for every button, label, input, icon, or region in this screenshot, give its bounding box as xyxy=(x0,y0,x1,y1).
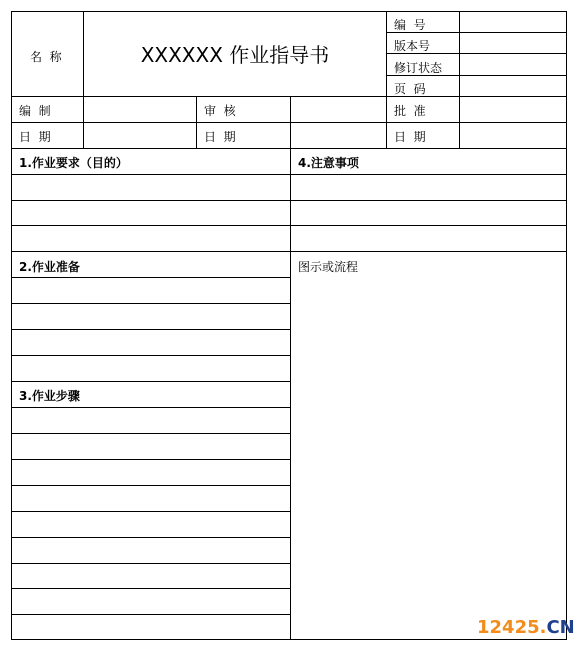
reviewed-by-label: 审 核 xyxy=(204,104,236,118)
approved-by-label: 批 准 xyxy=(394,104,426,118)
row-line xyxy=(11,251,567,252)
site-watermark xyxy=(477,617,575,638)
row-line xyxy=(11,537,291,538)
row-line xyxy=(11,433,291,434)
border-left xyxy=(11,11,12,640)
illustration-label: 图示或流程 xyxy=(298,260,359,274)
row-line xyxy=(11,303,291,304)
section-preparation-heading: 2.作业准备 xyxy=(19,260,80,274)
section-requirements-heading: 1.作业要求（目的） xyxy=(19,156,128,170)
row-line xyxy=(11,485,291,486)
version-label: 版本号 xyxy=(394,39,431,53)
row-line xyxy=(11,174,567,175)
revision-status-label: 修订状态 xyxy=(394,61,443,75)
watermark-suffix: CN xyxy=(546,617,575,638)
approval-bottom-line xyxy=(11,148,567,149)
name-label: 名 称 xyxy=(30,50,62,64)
border-bottom xyxy=(11,639,567,640)
watermark-number: 12425 xyxy=(477,617,540,638)
watermark-dot: . xyxy=(539,617,547,638)
row-line xyxy=(11,511,291,512)
page-number-label: 页 码 xyxy=(394,82,426,96)
section-notes-heading: 4.注意事项 xyxy=(298,156,359,170)
body-column-divider xyxy=(290,148,291,640)
row-line xyxy=(11,381,291,382)
approval-divider-a xyxy=(196,96,197,149)
prepared-by-label: 编 制 xyxy=(19,104,51,118)
row-line xyxy=(11,200,567,201)
row-line xyxy=(11,614,291,615)
row-line xyxy=(11,355,291,356)
row-line xyxy=(11,277,291,278)
date-label-1: 日 期 xyxy=(19,130,51,144)
approval-row-line xyxy=(11,122,567,123)
approval-divider-b xyxy=(290,96,291,149)
row-line xyxy=(11,588,291,589)
header-row-line-2 xyxy=(386,53,567,54)
row-line xyxy=(11,407,291,408)
section-steps-heading: 3.作业步骤 xyxy=(19,389,80,403)
row-line xyxy=(11,225,567,226)
date-label-2: 日 期 xyxy=(204,130,236,144)
border-right xyxy=(566,11,567,640)
row-line xyxy=(11,459,291,460)
date-label-3: 日 期 xyxy=(394,130,426,144)
header-row-line-3 xyxy=(386,75,567,76)
doc-number-label: 编 号 xyxy=(394,18,426,32)
row-line xyxy=(11,563,291,564)
header-bottom-line xyxy=(11,96,567,97)
document-title: XXXXXX 作业指导书 xyxy=(140,42,330,67)
row-line xyxy=(11,329,291,330)
header-row-line-1 xyxy=(386,32,567,33)
